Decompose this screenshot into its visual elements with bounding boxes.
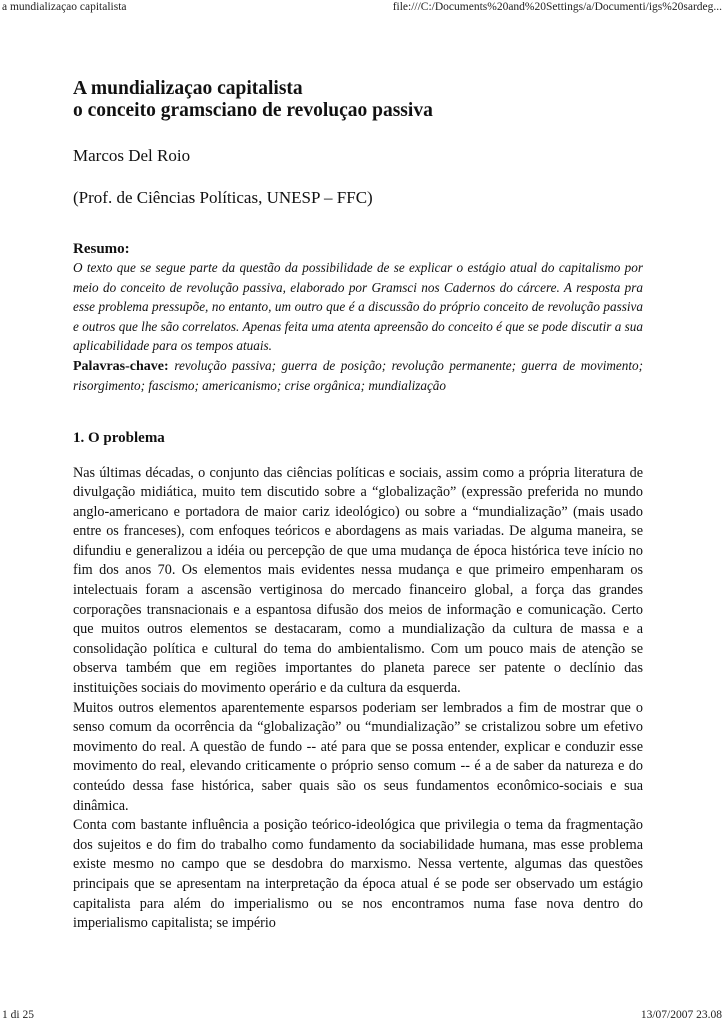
title-line-1: A mundializaçao capitalista xyxy=(73,78,303,99)
browser-print-footer xyxy=(0,1008,724,1024)
section-body xyxy=(73,464,643,934)
author-affiliation: (Prof. de Ciências Políticas, UNESP – FFC) xyxy=(73,188,373,207)
body-paragraph-3: Conta com bastante influência a posição teórico-ideológica que privilegia o tema da fragmentação dos sujeitos e do fim do trabalho como fundamento da sociabilidade humana, mas esse problema existe mesmo no campo que se desdobra do marxismo. Nessa vertente, algumas das questões principais que se apresentam na interpretação da época atual é se pode ser observado um estágio capitalista para além do imperialismo ou se nos encontramos numa fase nova dentro do imperialismo capitalista; se império xyxy=(73,817,643,932)
header-file-url: file:///C:/Documents%20and%20Settings/a/Documenti/igs%20sardeg... xyxy=(392,1,722,13)
footer-print-date: 13/07/2007 23.08 xyxy=(640,1009,722,1021)
abstract-heading: Resumo: xyxy=(73,241,130,257)
footer-page-number: 1 di 25 xyxy=(2,1009,34,1021)
keywords xyxy=(73,356,643,396)
body-paragraph-1: Nas últimas décadas, o conjunto das ciências políticas e sociais, assim como a própria literatura de divulgação midiática, muito tem discutido sobre a “globalização” (expressão preferida no mundo anglo-americano e portadora de maior cariz ideológico) ou sobre a “mundialização” (mais usado entre os franceses), com enfoques teóricos e abordagens as mais variadas. De alguma maneira, se difundiu e generalizou a idéia ou percepção de que uma mudança de época histórica teve início no fim dos anos 70. Os elementos mais evidentes nessa mudança e que primeiro empenharam os intelectuais foram a ascensão vertiginosa do mercado financeiro global, a força das grandes corporações transnacionais e a espantosa difusão dos meios de informação e comunicação. Certo que muitos outros elementos se destacaram, como a mundialização da cultura de massa e a consolidação política e cultural do tema do ambientalismo. Com um pouco mais de atenção se observa também que em regiões importantes do planeta parece ser patente o declínio das instituições sociais do movimento operário e da cultura da esquerda. xyxy=(73,464,643,697)
keywords-values: revolução passiva; guerra de posição; revolução permanente; guerra de movimento; risorgimento; fascismo; americanismo; crise orgânica; mundialização xyxy=(73,357,643,393)
author-name: Marcos Del Roio xyxy=(73,146,191,165)
header-page-title: a mundializaçao capitalista xyxy=(2,1,127,13)
browser-print-header xyxy=(0,0,724,16)
abstract-text: O texto que se segue parte da questão da possibilidade de se explicar o estágio atual do capitalismo por meio do conceito de revolução passiva, elaborado por Gramsci nos Cadernos do cárcere. A resposta pra esse problema pressupõe, no entanto, um outro que é a discussão do próprio conceito de revolução passiva e outros que lhe são correlatos. Apenas feita uma atenta apreensão do conceito é que se pode discutir a sua aplicabilidade para os tempos atuais. xyxy=(73,260,643,353)
keywords-label: Palavras-chave xyxy=(73,358,164,374)
document-content xyxy=(73,78,643,934)
section-heading: 1. O problema xyxy=(73,429,165,446)
title-line-2: o conceito gramsciano de revoluçao passiva xyxy=(73,100,433,121)
body-paragraph-2: Muitos outros elementos aparentemente esparsos poderiam ser lembrados a fim de mostrar que o senso comum da ocorrência da “globalização” ou “mundialização” se cristalizou sobre um efetivo movimento do real. A questão de fundo -- até para que se possa entender, explicar e conduzir esse movimento do real, elevando criticamente o próprio senso comum -- é a de saber da natureza e do conteúdo dessa fase histórica, saber quais são os seus fundamentos econômico-sociais e sua dinâmica. xyxy=(73,699,643,814)
keywords-separator: : xyxy=(163,358,175,374)
document-title xyxy=(73,78,643,122)
